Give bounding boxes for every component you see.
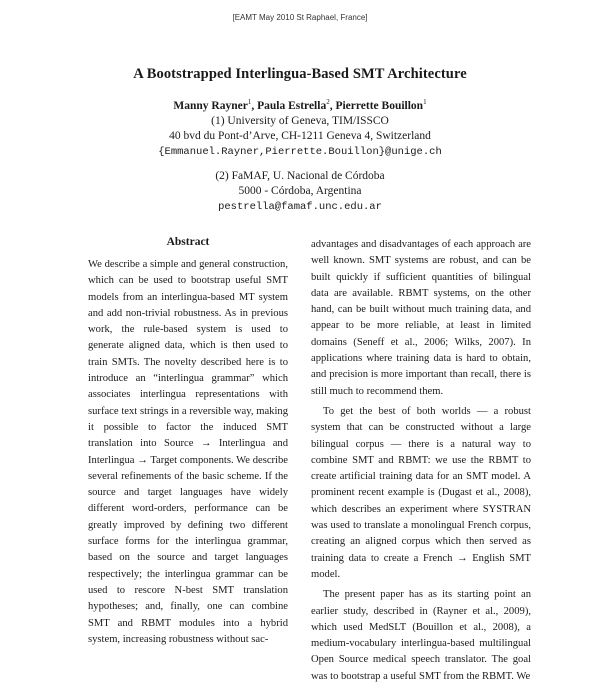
author-list: Manny Rayner$^1$, Paula Estrella$^2$, Pierrette Bouillon$^1$ xyxy=(173,98,427,112)
author-name: Pierrette Bouillon xyxy=(335,99,424,112)
affiliation-1-email: {Emmanuel.Rayner,Pierrette.Bouillon}@unige.ch xyxy=(158,146,442,158)
body-paragraph: advantages and disadvantages of each approach are well known. SMT systems are robust, and can be built quickly if sufficient quantities of bilingual data are available. RBMT systems, on the other hand, can be built without much training data, and appear to be more reliable, at least in limited domains (Seneff et al., 2006; Wilks, 2007). In applications where training data is hard to obtain, and precision is more important than recall, there is still much to recommend them. xyxy=(311,239,531,397)
author-name: Manny Rayner xyxy=(173,99,248,112)
author-affiliation-mark: 1 xyxy=(247,98,252,106)
paper-title: A Bootstrapped Interlingua-Based SMT Architecture xyxy=(133,66,467,82)
affiliation-1-address: 40 bvd du Pont-d’Arve, CH-1211 Geneva 4, Switzerland xyxy=(169,130,431,142)
abstract-column xyxy=(88,257,288,648)
affiliation-1-institution: (1) University of Geneva, TIM/ISSCO xyxy=(211,115,389,127)
venue-note: [EAMT May 2010 St Raphael, France] xyxy=(232,13,368,22)
body-column xyxy=(311,237,531,685)
author-name: Paula Estrella xyxy=(257,99,327,112)
body-paragraph: To get the best of both worlds — a robust system that can be constructed without a large bilingual corpus — there is a natural way to combine SMT and RBMT: we use the RBMT to create artificial training data for an SMT model. A prominent recent example is (Dugast et al., 2008), which describes an experiment where SYSTRAN was used to translate a monolingual French corpus, creating an aligned corpus which then served as training data to create a French → English SMT model. xyxy=(311,405,531,580)
body-paragraph: The present paper has as its starting point an earlier study, described in (Rayner et al., 2009), which used MedSLT (Bouillon et al., 2008), a medium-vocabulary interlingua-based multilingual Open Source medical speech translator. The goal was to bootstrap a useful SMT from the RBMT. We xyxy=(311,589,531,682)
abstract-heading: Abstract xyxy=(166,236,210,248)
affiliation-2-address: 5000 - Córdoba, Argentina xyxy=(238,185,362,197)
affiliation-2-email: pestrella@famaf.unc.edu.ar xyxy=(218,201,382,213)
author-affiliation-mark: 2 xyxy=(326,98,330,106)
affiliation-2-institution: (2) FaMAF, U. Nacional de Córdoba xyxy=(215,170,385,182)
abstract-text: We describe a simple and general construction, which can be used to bootstrap useful SMT models from an interlingua-based MT system and add non-trivial robustness. As in previous work, the rule-based system is used to generate aligned data, which is then used to train SMTs. The novelty described here is to introduce an “interlingua grammar” which associates interlingua representations with surface text strings in a reversible way, making it possible to factor the induced SMT translation into Source → Interlingua and Interlingua → Target components. We describe several refinements of the basic scheme. If the source and target languages have widely different word-orders, performance can be greatly improved by defining two different surface forms for the interlingua grammar, based on the source and target languages respectively; the interlingua grammar can be used to rescore N-best SMT translation hypotheses; and, finally, one can combine SMT and RBMT modules into a hybrid system, increasing robustness without sac- xyxy=(88,259,288,645)
author-affiliation-mark: 1 xyxy=(423,98,427,106)
